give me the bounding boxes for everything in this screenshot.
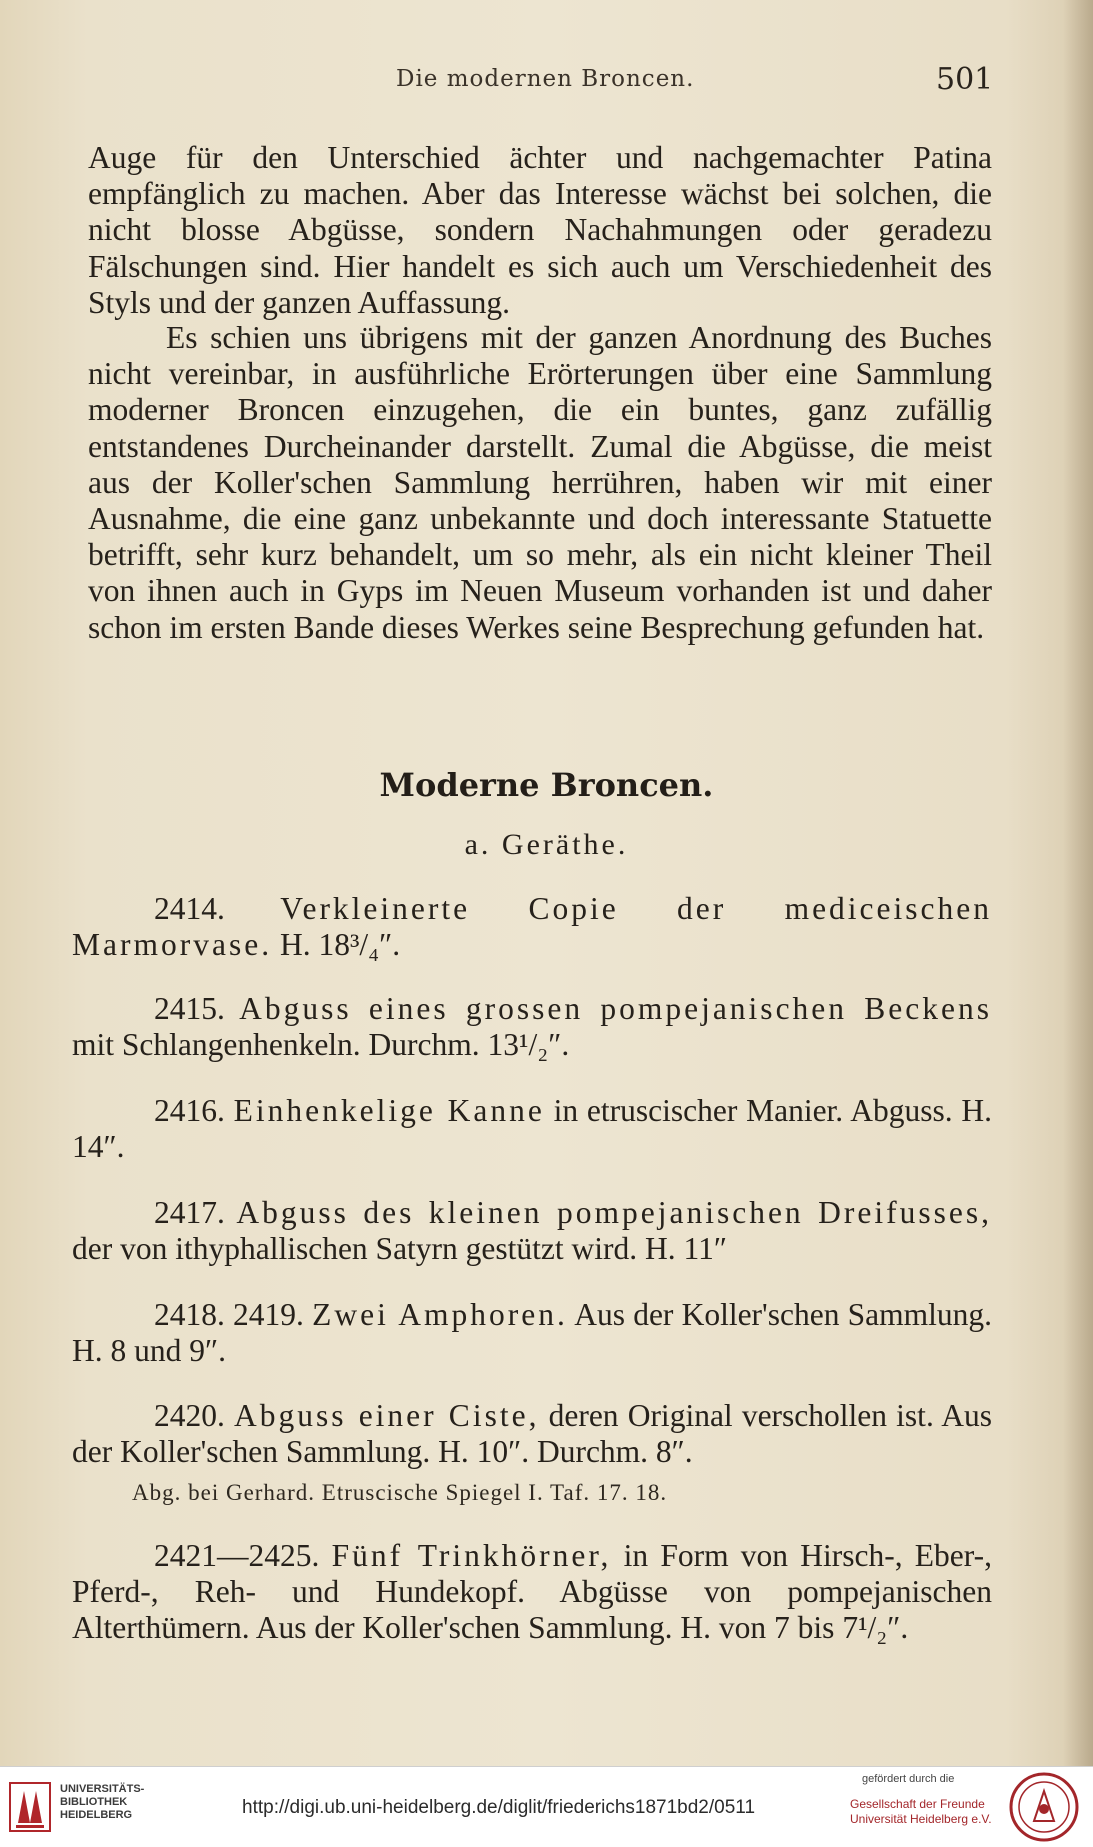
- page-spine-shadow: [1063, 0, 1093, 1766]
- entry-details: der von ithyphallischen Satyrn gestützt wird. H. 11″: [72, 1231, 727, 1266]
- entry-title: Abguss einer Ciste,: [234, 1398, 540, 1433]
- entry-title: Abguss des kleinen pompejanischen Dreifusses,: [236, 1195, 992, 1230]
- library-name-line: HEIDELBERG: [60, 1809, 133, 1821]
- entry-number: 2415.: [154, 991, 225, 1026]
- library-name-line: BIBLIOTHEK: [60, 1796, 128, 1808]
- sponsor-organization: [850, 1797, 996, 1827]
- entry-number: 2418. 2419.: [154, 1297, 304, 1332]
- entry-details: in Form von Hirsch-, Eber-, Pferd-, Reh- und Hundekopf. Abgüsse von pompejanischen Alterthümern. Aus der Koller'schen Sammlung. H. von 7 bis 7¹/₂″.: [72, 1538, 992, 1645]
- entry-number: 2421—2425.: [154, 1538, 320, 1573]
- catalog-entry-2420: [72, 1398, 992, 1470]
- entry-title: Abguss eines grossen pompejanischen Beckens: [239, 991, 992, 1026]
- entry-details: Aus der Koller'schen Sammlung. H. 8 und 9″.: [72, 1297, 992, 1368]
- entry-title: Verkleinerte Copie der mediceischen Marmorvase.: [72, 891, 992, 962]
- entry-number: 2417.: [154, 1195, 225, 1230]
- catalog-entry-2418-2419: [72, 1297, 992, 1369]
- entry-title: Einhenkelige Kanne: [233, 1093, 545, 1128]
- library-logo-icon: [8, 1779, 52, 1835]
- section-heading: Moderne Broncen.: [379, 766, 714, 804]
- entry-number: 2416.: [154, 1093, 225, 1128]
- sponsor-block: [846, 1773, 996, 1827]
- library-name-line: UNIVERSITÄTS-: [60, 1783, 145, 1795]
- sponsor-label: gefördert durch die: [862, 1773, 955, 1785]
- catalog-entry-2417: [72, 1195, 992, 1267]
- page-number: 501: [936, 62, 994, 97]
- catalog-entry-2415: [72, 991, 992, 1063]
- entry-details: H. 18³/₄″.: [272, 927, 401, 962]
- entry-details: in etruscischer Manier. Abguss. H. 14″.: [72, 1093, 993, 1164]
- entry-details: mit Schlangenhenkeln. Durchm. 13¹/₂″.: [72, 1027, 570, 1062]
- sponsor-line: Gesellschaft der Freunde: [850, 1797, 985, 1811]
- section-subheading: a. Geräthe.: [464, 828, 629, 861]
- paragraph-1: Auge für den Unterschied ächter und nachgemachter Patina empfänglich zu machen. Aber das Interesse wächst bei solchen, die nicht blosse Abgüsse, sondern Nachahmungen oder geradezu Fälschungen sind. Hier handelt es sich auch um Verschiedenheit des Styls und der ganzen Auffassung.: [88, 140, 992, 320]
- library-name: [60, 1783, 144, 1822]
- bibliographic-note: Abg. bei Gerhard. Etruscische Spiegel I. Taf. 17. 18.: [132, 1480, 668, 1505]
- entry-number: 2414.: [154, 891, 225, 926]
- catalog-entry-2414: [72, 891, 992, 963]
- catalog-entry-2416: [72, 1093, 992, 1165]
- page-header: [0, 62, 1093, 106]
- entry-details: deren Original verschollen ist. Aus der Koller'schen Sammlung. H. 10″. Durchm. 8″.: [72, 1398, 992, 1469]
- entry-number: 2420.: [154, 1398, 225, 1433]
- entry-title: Zwei Amphoren.: [312, 1297, 568, 1332]
- catalog-entry-2421-2425: [72, 1538, 992, 1646]
- running-title: Die modernen Broncen.: [396, 66, 695, 92]
- footer-bar: [0, 1766, 1093, 1847]
- entry-title: Fünf Trinkhörner,: [331, 1538, 612, 1573]
- university-seal-icon: [1008, 1771, 1080, 1843]
- digital-collection-link[interactable]: http://digi.ub.uni-heidelberg.de/diglit/friederichs1871bd2/0511: [242, 1797, 756, 1818]
- paragraph-2: Es schien uns übrigens mit der ganzen Anordnung des Buches nicht vereinbar, in ausführliche Erörterungen über eine Sammlung moderner Broncen einzugehen, die ein buntes, ganz zufällig entstandenes Durcheinander darstellt. Zumal die Abgüsse, die meist aus der Koller'schen Sammlung herrühren, haben wir mit einer Ausnahme, die eine ganz unbekannte und doch interessante Statuette betrifft, sehr kurz behandelt, um so mehr, als ein nicht kleiner Theil von ihnen auch in Gyps im Neuen Museum vorhanden ist und daher schon im ersten Bande dieses Werkes seine Besprechung gefunden hat.: [88, 320, 992, 645]
- sponsor-line: Universität Heidelberg e.V.: [850, 1812, 992, 1826]
